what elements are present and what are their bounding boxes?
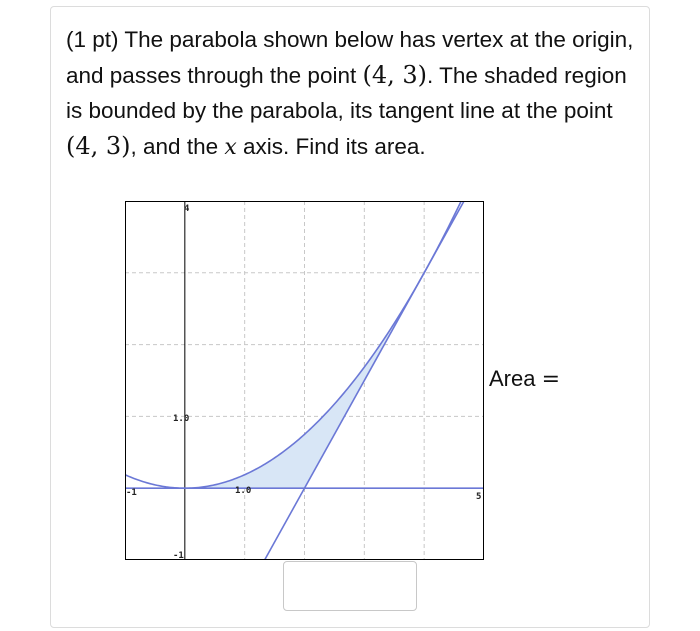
area-answer-input[interactable] [283, 561, 417, 611]
point-coordinates: (4, 3) [362, 60, 427, 89]
parabola-graph [125, 201, 484, 560]
tangent-line [265, 201, 464, 560]
y-tick-label-top: 4 [184, 204, 190, 214]
point-coordinates-repeat: (4, 3) [66, 131, 131, 160]
x-tick-label-left: -1 [126, 488, 137, 498]
axis-variable: x [224, 134, 237, 160]
problem-text-part-4: axis. Find its area. [236, 133, 426, 159]
y-tick-label-mark: 1.0 [173, 414, 190, 424]
y-tick-label-bottom: -1 [173, 551, 184, 560]
grid-lines [125, 201, 484, 560]
problem-text-part-3: , and the [130, 133, 225, 159]
x-tick-label-right: 5 [476, 492, 482, 502]
equals-sign: = [541, 367, 561, 392]
points-label: (1 pt) [66, 27, 119, 52]
problem-statement [66, 22, 646, 165]
problem-text-part-1: The parabola shown below has vertex at the origin, and passes through the point [66, 27, 634, 88]
shaded-region [185, 273, 424, 488]
area-label [489, 366, 560, 392]
problem-text-part-2: . The shaded region is bounded by the parabola, its tangent line at the point [66, 62, 627, 123]
area-label-text: Area [489, 366, 536, 391]
x-tick-label-mark: 1.0 [235, 486, 252, 496]
